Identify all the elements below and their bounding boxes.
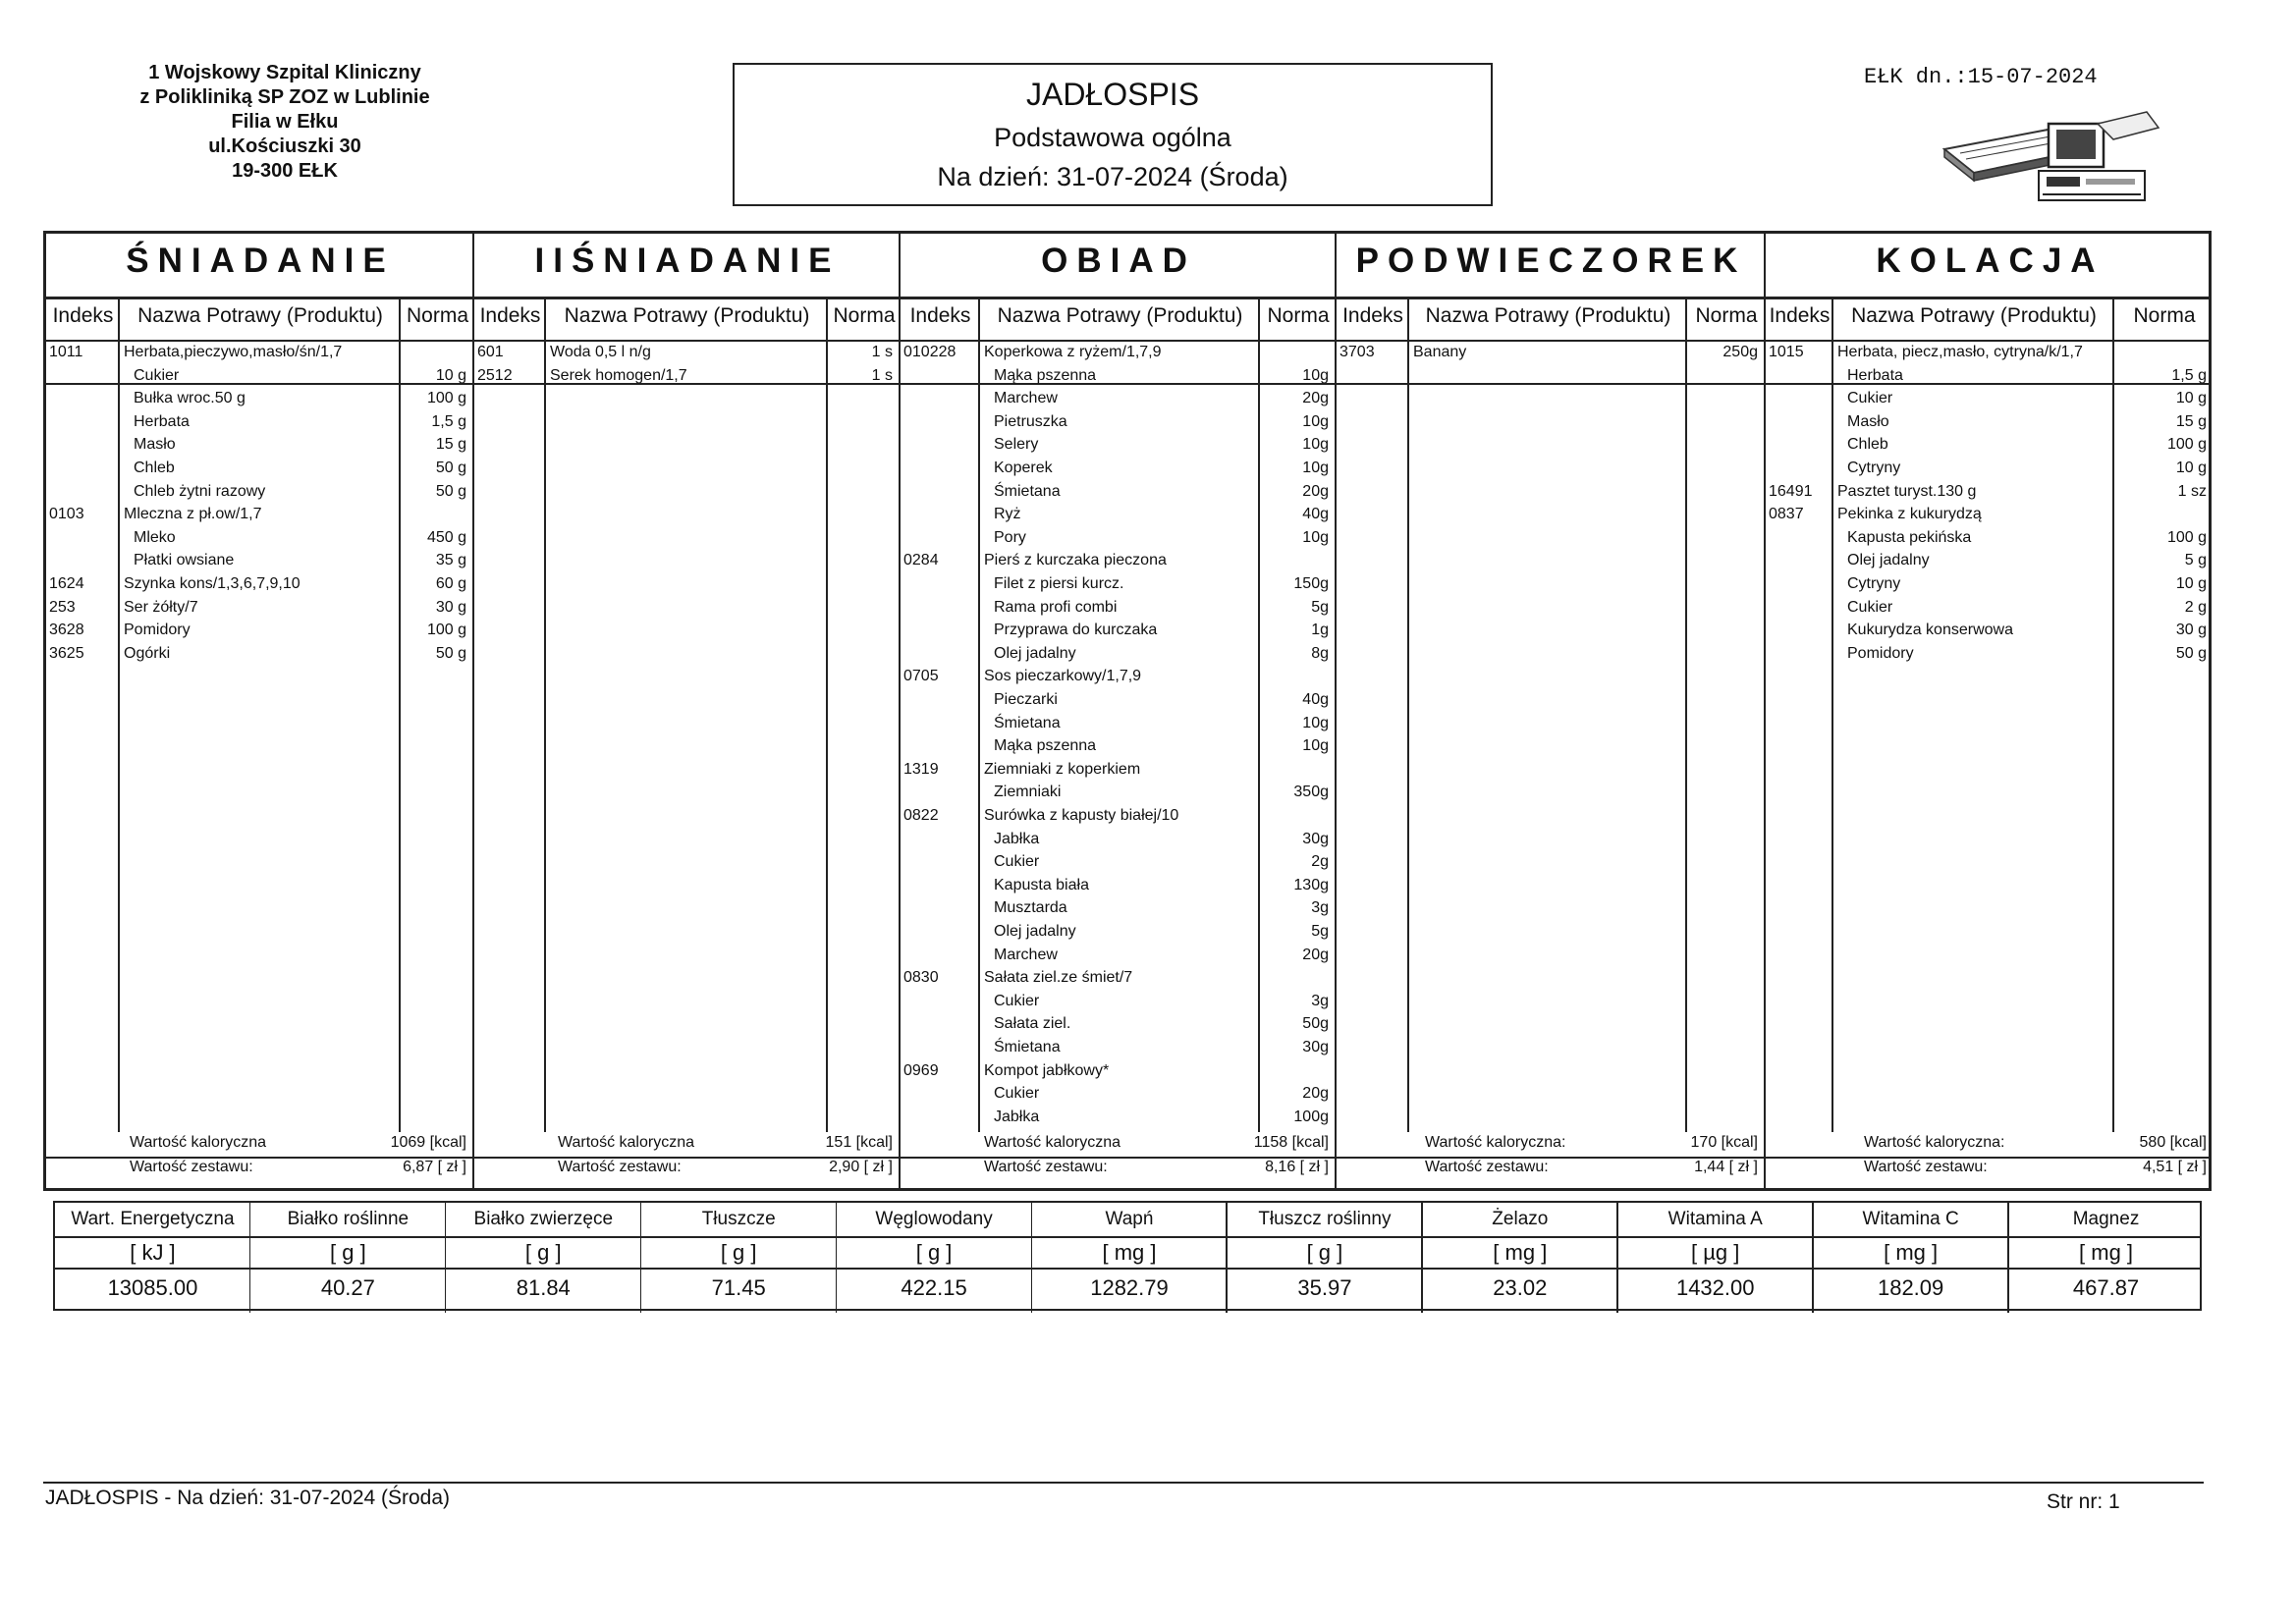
dish-name: Śmietana	[994, 714, 1061, 731]
dish-name: Sałata ziel.	[994, 1015, 1071, 1033]
dish-name: Herbata,pieczywo,masło/śn/1,7	[124, 344, 343, 360]
nutrition-header: Żelazo	[1492, 1209, 1549, 1229]
nutrition-unit: [ g ]	[330, 1240, 366, 1265]
menu-date: Na dzień: 31-07-2024 (Środa)	[937, 162, 1288, 191]
nutrition-value: 467.87	[2072, 1275, 2140, 1300]
dish-norm: 50g	[1302, 1015, 1329, 1033]
dish-name: Koperkowa z ryżem/1,7,9	[984, 344, 1162, 360]
dish-norm: 15 g	[2175, 412, 2207, 430]
nutrition-value: 81.84	[516, 1275, 571, 1300]
nutrition-header: Białko zwierzęce	[473, 1209, 614, 1229]
dish-index: 0284	[903, 552, 939, 569]
dish-norm: 1 sz	[2177, 482, 2207, 500]
nutrition-header: Wapń	[1105, 1209, 1154, 1229]
nutrition-unit: [ µg ]	[1691, 1240, 1740, 1265]
nutrition-unit: [ g ]	[524, 1240, 562, 1265]
column-header-name: Nazwa Potrawy (Produktu)	[1425, 304, 1671, 327]
dish-norm: 35 g	[435, 552, 466, 569]
nutrition-header: Witamina A	[1667, 1209, 1763, 1229]
table-rule	[46, 340, 2209, 342]
nutrition-value: 35.97	[1297, 1275, 1352, 1300]
column-separator	[1685, 298, 1687, 1132]
dish-norm: 60 g	[435, 575, 466, 592]
dish-norm: 40g	[1302, 506, 1329, 523]
dish-index: 1624	[49, 575, 84, 592]
column-header-name: Nazwa Potrawy (Produktu)	[997, 304, 1243, 327]
dish-name: Kapusta pekińska	[1847, 528, 1972, 546]
dish-index: 1011	[49, 344, 83, 360]
meal-title: OBIAD	[1041, 242, 1196, 280]
dish-norm: 350g	[1293, 784, 1329, 801]
dish-index: 3628	[49, 622, 84, 639]
dish-norm: 10g	[1302, 366, 1329, 384]
dish-norm: 3g	[1311, 992, 1329, 1009]
dish-name: Kukurydza konserwowa	[1847, 622, 2013, 639]
dish-norm: 10g	[1302, 714, 1329, 731]
dish-name: Marchew	[994, 390, 1058, 407]
nutrition-row-rule	[55, 1268, 2200, 1270]
dish-norm: 2g	[1311, 853, 1329, 871]
dish-norm: 100 g	[426, 390, 466, 407]
column-separator	[978, 298, 980, 1132]
dish-norm: 1,5 g	[431, 412, 466, 430]
meal-separator	[899, 234, 901, 1188]
column-header-name: Nazwa Potrawy (Produktu)	[1851, 304, 2097, 327]
dish-name: Mleko	[134, 528, 176, 546]
dish-name: Cukier	[134, 366, 180, 384]
table-rule	[46, 297, 2209, 299]
dish-norm: 2 g	[2184, 598, 2207, 616]
column-separator	[1831, 298, 1833, 1132]
dish-index: 0822	[903, 807, 939, 824]
dish-norm: 20g	[1302, 946, 1329, 963]
meal-title: PODWIECZOREK	[1355, 242, 1747, 280]
dish-norm: 150g	[1293, 575, 1329, 592]
nutrition-header: Tłuszcze	[701, 1209, 776, 1229]
dish-norm: 130g	[1293, 876, 1329, 893]
dish-norm: 1g	[1311, 622, 1329, 639]
dish-norm: 8g	[1311, 644, 1329, 662]
column-separator	[1407, 298, 1409, 1132]
set-cost: 6,87 [ zł ]	[403, 1159, 466, 1175]
dish-name: Ziemniaki z koperkiem	[984, 760, 1141, 778]
dish-name: Surówka z kapusty białej/10	[984, 807, 1179, 824]
meal-separator	[1335, 234, 1337, 1188]
nutrition-header: Tłuszcz roślinny	[1258, 1209, 1392, 1229]
dish-norm: 250g	[1722, 344, 1758, 360]
diet-name: Podstawowa ogólna	[994, 123, 1231, 152]
dish-index: 0830	[903, 969, 939, 987]
dish-norm: 20g	[1302, 390, 1329, 407]
dish-norm: 5 g	[2184, 552, 2207, 569]
meal-title: KOLACJA	[1876, 242, 2105, 280]
column-separator	[118, 298, 120, 1132]
nutrition-unit: [ mg ]	[1884, 1240, 1939, 1265]
column-header-norm: Norma	[1267, 304, 1330, 327]
calorie-value: 580 [kcal]	[2139, 1134, 2207, 1151]
set-cost-label: Wartość zestawu:	[130, 1159, 253, 1175]
dish-norm: 100g	[1293, 1108, 1329, 1125]
nutrition-unit: [ mg ]	[1493, 1240, 1548, 1265]
column-header-index: Indeks	[909, 304, 971, 327]
nutrition-header: Magnez	[2072, 1209, 2140, 1229]
dish-name: Cukier	[994, 1085, 1040, 1103]
dish-norm: 30g	[1302, 830, 1329, 847]
dish-norm: 1 s	[871, 366, 893, 384]
dish-norm: 3g	[1311, 899, 1329, 917]
column-header-norm: Norma	[1695, 304, 1758, 327]
nutrition-header: Węglowodany	[875, 1209, 993, 1229]
hospital-line: z Polikliniką SP ZOZ w Lublinie	[139, 86, 430, 108]
nutrition-row-rule	[55, 1236, 2200, 1238]
set-cost: 8,16 [ zł ]	[1265, 1159, 1329, 1175]
dish-name: Pierś z kurczaka pieczona	[984, 552, 1167, 569]
dish-name: Sałata ziel.ze śmiet/7	[984, 969, 1133, 987]
column-separator	[826, 298, 828, 1132]
column-header-norm: Norma	[2133, 304, 2196, 327]
dish-norm: 10 g	[2175, 390, 2207, 407]
dish-name: Olej jadalny	[1847, 552, 1930, 569]
nutrition-unit: [ kJ ]	[130, 1240, 176, 1265]
meal-separator	[472, 234, 474, 1188]
menu-table	[43, 231, 2212, 1191]
computer-printer-icon	[1941, 110, 2170, 208]
dish-name: Cytryny	[1847, 460, 1901, 476]
dish-norm: 10 g	[2175, 460, 2207, 476]
column-header-name: Nazwa Potrawy (Produktu)	[137, 304, 383, 327]
nutrition-header: Wart. Energetyczna	[71, 1209, 235, 1229]
nutrition-unit: [ g ]	[915, 1240, 953, 1265]
calorie-value-label: Wartość kaloryczna:	[1425, 1134, 1566, 1151]
nutrition-unit: [ mg ]	[2079, 1240, 2134, 1265]
dish-name: Filet z piersi kurcz.	[994, 575, 1124, 592]
dish-norm: 20g	[1302, 482, 1329, 500]
calorie-value: 1069 [kcal]	[390, 1134, 466, 1151]
dish-norm: 1 s	[871, 344, 893, 360]
calorie-value-label: Wartość kaloryczna	[558, 1134, 694, 1151]
column-header-name: Nazwa Potrawy (Produktu)	[564, 304, 810, 327]
dish-norm: 15 g	[435, 436, 466, 454]
dish-name: Jabłka	[994, 830, 1040, 847]
dish-index: 1319	[903, 760, 939, 778]
set-cost: 1,44 [ zł ]	[1694, 1159, 1758, 1175]
nutrition-unit: [ g ]	[1306, 1240, 1343, 1265]
dish-norm: 50 g	[2175, 644, 2207, 662]
dish-name: Ziemniaki	[994, 784, 1062, 801]
meal-separator	[1764, 234, 1766, 1188]
nutrition-value: 1432.00	[1675, 1275, 1755, 1300]
dish-index: 16491	[1769, 482, 1813, 500]
dish-norm: 10 g	[435, 366, 466, 384]
nutrition-value: 182.09	[1877, 1275, 1944, 1300]
dish-index: 2512	[477, 366, 513, 384]
dish-norm: 5g	[1311, 923, 1329, 940]
dish-norm: 50 g	[435, 482, 466, 500]
dish-name: Cytryny	[1847, 575, 1901, 592]
title-box	[733, 63, 1493, 206]
dish-name: Przyprawa do kurczaka	[994, 622, 1158, 639]
calorie-value: 170 [kcal]	[1690, 1134, 1758, 1151]
dish-name: Musztarda	[994, 899, 1067, 917]
dish-norm: 50 g	[435, 460, 466, 476]
dish-norm: 100 g	[2166, 528, 2207, 546]
calorie-value-label: Wartość kaloryczna	[130, 1134, 266, 1151]
dish-index: 0705	[903, 668, 939, 685]
dish-name: Masło	[1847, 412, 1889, 430]
dish-name: Ogórki	[124, 644, 171, 662]
nutrition-value: 71.45	[711, 1275, 766, 1300]
calorie-value-label: Wartość kaloryczna:	[1864, 1134, 2005, 1151]
dish-name: Olej jadalny	[994, 923, 1076, 940]
hospital-line: 1 Wojskowy Szpital Kliniczny	[148, 62, 421, 83]
dish-name: Rama profi combi	[994, 598, 1118, 616]
dish-name: Sos pieczarkowy/1,7,9	[984, 668, 1142, 685]
dish-name: Śmietana	[994, 482, 1061, 500]
calorie-value-label: Wartość kaloryczna	[984, 1134, 1121, 1151]
dish-name: Mleczna z pł.ow/1,7	[124, 506, 262, 523]
dish-norm: 10g	[1302, 412, 1329, 430]
footer-title: JADŁOSPIS - Na dzień: 31-07-2024 (Środa)	[45, 1487, 451, 1509]
dish-name: Szynka kons/1,3,6,7,9,10	[124, 575, 301, 592]
dish-name: Śmietana	[994, 1039, 1061, 1055]
dish-name: Pekinka z kukurydzą	[1837, 506, 1982, 523]
dish-norm: 40g	[1302, 691, 1329, 708]
nutrition-table	[53, 1201, 2202, 1311]
dish-index: 010228	[903, 344, 957, 360]
dish-name: Ser żółty/7	[124, 598, 198, 616]
set-cost-label: Wartość zestawu:	[558, 1159, 682, 1175]
meal-title: ŚNIADANIE	[126, 242, 395, 280]
dish-norm: 10g	[1302, 528, 1329, 546]
dish-name: Herbata, piecz,masło, cytryna/k/1,7	[1837, 344, 2083, 360]
dish-norm: 1,5 g	[2171, 366, 2207, 384]
dish-name: Chleb żytni razowy	[134, 482, 266, 500]
column-separator	[544, 298, 546, 1132]
dish-index: 3703	[1339, 344, 1375, 360]
dish-name: Marchew	[994, 946, 1058, 963]
dish-norm: 50 g	[435, 644, 466, 662]
dish-name: Bułka wroc.50 g	[134, 390, 246, 407]
dish-index: 3625	[49, 644, 84, 662]
dish-norm: 10 g	[2175, 575, 2207, 592]
nutrition-unit: [ mg ]	[1102, 1240, 1157, 1265]
dish-name: Pietruszka	[994, 412, 1067, 430]
dish-norm: 100 g	[426, 622, 466, 639]
nutrition-value: 40.27	[320, 1275, 375, 1300]
dish-name: Masło	[134, 436, 176, 454]
dish-name: Pieczarki	[994, 691, 1058, 708]
set-cost-label: Wartość zestawu:	[1425, 1159, 1549, 1175]
hospital-line: Filia w Ełku	[231, 111, 339, 133]
dish-norm: 20g	[1302, 1085, 1329, 1103]
page-number: Str nr: 1	[2047, 1490, 2120, 1513]
set-cost-label: Wartość zestawu:	[1864, 1159, 1988, 1175]
column-header-norm: Norma	[406, 304, 468, 327]
column-header-index: Indeks	[1769, 304, 1831, 327]
print-date: EŁK dn.:15-07-2024	[1864, 65, 2098, 89]
dish-name: Chleb	[134, 460, 175, 476]
document-title: JADŁOSPIS	[1025, 77, 1200, 112]
dish-name: Ryż	[994, 506, 1021, 523]
hospital-line: 19-300 EŁK	[232, 160, 338, 182]
dish-name: Kompot jabłkowy*	[984, 1061, 1110, 1079]
dish-name: Kapusta biała	[994, 876, 1089, 893]
dish-name: Selery	[994, 436, 1039, 454]
hospital-address	[93, 61, 476, 184]
dish-name: Cukier	[994, 992, 1040, 1009]
dish-name: Pomidory	[1847, 644, 1914, 662]
dish-name: Koperek	[994, 460, 1053, 476]
dish-norm: 30g	[1302, 1039, 1329, 1055]
set-cost: 4,51 [ zł ]	[2143, 1159, 2207, 1175]
dish-norm: 10g	[1302, 737, 1329, 755]
nutrition-header: Białko roślinne	[287, 1209, 410, 1229]
dish-name: Cukier	[1847, 390, 1893, 407]
column-header-index: Indeks	[52, 304, 114, 327]
dish-index: 0103	[49, 506, 84, 523]
dish-name: Chleb	[1847, 436, 1888, 454]
dish-name: Woda 0,5 l n/g	[550, 344, 651, 360]
dish-name: Pasztet turyst.130 g	[1837, 482, 1977, 500]
dish-name: Jabłka	[994, 1108, 1040, 1125]
dish-name: Herbata	[1847, 366, 1903, 384]
dish-name: Serek homogen/1,7	[550, 366, 687, 384]
calorie-value: 151 [kcal]	[825, 1134, 893, 1151]
set-cost: 2,90 [ zł ]	[829, 1159, 893, 1175]
dish-index: 0969	[903, 1061, 939, 1079]
calorie-value: 1158 [kcal]	[1253, 1134, 1329, 1151]
column-header-index: Indeks	[479, 304, 541, 327]
dish-norm: 30 g	[2175, 622, 2207, 639]
dish-index: 601	[477, 344, 504, 360]
dish-norm: 450 g	[426, 528, 466, 546]
dish-norm: 30 g	[435, 598, 466, 616]
nutrition-value: 1282.79	[1090, 1275, 1169, 1300]
dish-index: 1015	[1769, 344, 1804, 360]
dish-norm: 5g	[1311, 598, 1329, 616]
nutrition-header: Witamina C	[1862, 1209, 1959, 1229]
dish-name: Olej jadalny	[994, 644, 1076, 662]
dish-index: 253	[49, 598, 76, 616]
table-rule	[46, 1188, 2209, 1191]
nutrition-value: 422.15	[901, 1275, 967, 1300]
dish-name: Pory	[994, 528, 1026, 546]
set-cost-label: Wartość zestawu:	[984, 1159, 1108, 1175]
meal-title: IIŚNIADANIE	[534, 242, 841, 280]
nutrition-unit: [ g ]	[720, 1240, 757, 1265]
dish-norm: 10g	[1302, 436, 1329, 454]
column-header-norm: Norma	[833, 304, 896, 327]
dish-name: Cukier	[1847, 598, 1893, 616]
dish-norm: 10g	[1302, 460, 1329, 476]
dish-name: Mąka pszenna	[994, 366, 1097, 384]
dish-index: 0837	[1769, 506, 1804, 523]
nutrition-value: 23.02	[1493, 1275, 1548, 1300]
dish-name: Herbata	[134, 412, 190, 430]
dish-norm: 100 g	[2166, 436, 2207, 454]
dish-name: Cukier	[994, 853, 1040, 871]
dish-name: Banany	[1413, 344, 1467, 360]
dish-name: Płatki owsiane	[134, 552, 235, 569]
dish-name: Pomidory	[124, 622, 191, 639]
hospital-line: ul.Kościuszki 30	[208, 135, 361, 157]
footer-divider	[43, 1482, 2204, 1484]
column-header-index: Indeks	[1342, 304, 1403, 327]
nutrition-value: 13085.00	[107, 1275, 198, 1300]
dish-name: Mąka pszenna	[994, 737, 1097, 755]
